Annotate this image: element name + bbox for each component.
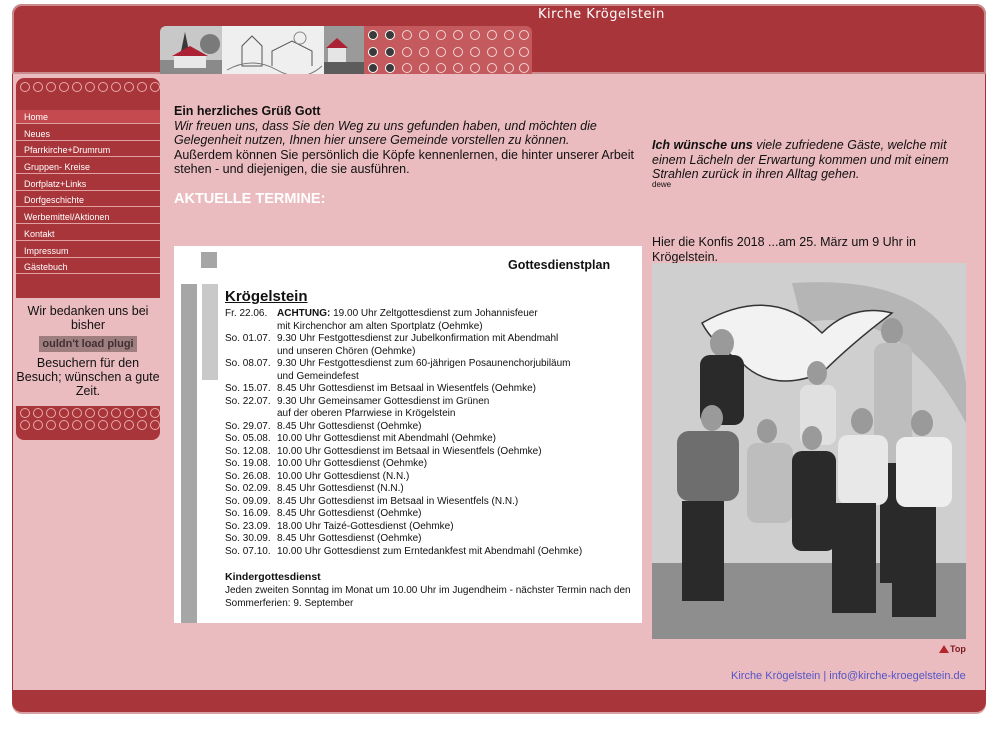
- plan-entry: [225, 321, 635, 334]
- plan-entry-date: So. 15.07.: [225, 383, 271, 394]
- plan-entry-text: und Gemeindefest: [277, 370, 359, 382]
- konfis-group-photo: [652, 263, 966, 639]
- footer-site-link[interactable]: Kirche Krögelstein: [731, 670, 821, 682]
- plan-entry-highlight: ACHTUNG:: [277, 308, 331, 319]
- plan-entry-text: 8.45 Uhr Gottesdienst (Oehmke): [277, 533, 422, 544]
- menu-item-impressum[interactable]: Impressum: [16, 244, 160, 258]
- plan-entry-date: So. 12.08.: [225, 445, 271, 457]
- plan-entry-text: 8.45 Uhr Gottesdienst (Oehmke): [277, 508, 422, 519]
- plan-entry: [225, 308, 635, 321]
- plan-entry: [225, 496, 635, 509]
- plan-entry-date: So. 16.09.: [225, 508, 271, 519]
- plan-entry-date: So. 19.08.: [225, 458, 271, 469]
- plan-entry-text: 19.00 Uhr Zeltgottesdienst zum Johannisfeuer: [330, 308, 538, 319]
- plan-bar-decoration: [181, 284, 197, 623]
- termine-heading: AKTUELLE TERMINE:: [174, 191, 326, 207]
- footer-bar: [12, 690, 986, 712]
- church-sketch: [222, 26, 324, 74]
- menu-item-dorfplatz[interactable]: Dorfplatz+Links: [16, 177, 160, 191]
- menu-item-home[interactable]: Home: [16, 110, 160, 124]
- plan-entry-text: 8.45 Uhr Gottesdienst (N.N.): [277, 483, 404, 494]
- plan-entry: [225, 383, 635, 396]
- plan-entry-date: So. 26.08.: [225, 470, 271, 482]
- plan-entry-date: So. 30.09.: [225, 533, 271, 544]
- plan-entry-text: 10.00 Uhr Gottesdienst (N.N.): [277, 470, 410, 482]
- footer-separator: |: [820, 670, 830, 682]
- greeting-block: [174, 104, 640, 177]
- plan-entry: [225, 421, 635, 434]
- sidebar: [16, 78, 160, 440]
- plan-entry-date: So. 23.09.: [225, 520, 271, 532]
- plan-entry-text: 18.00 Uhr Taizé-Gottesdienst (Oehmke): [277, 520, 454, 532]
- plan-entry: [225, 333, 635, 346]
- plugin-placeholder[interactable]: ouldn't load plugi: [39, 336, 136, 352]
- plan-entry-date: So. 22.07.: [225, 395, 271, 407]
- visitor-counter-box: [16, 298, 160, 406]
- plan-entry: [225, 346, 635, 359]
- plan-entry-date: So. 05.08.: [225, 433, 271, 444]
- page-frame: [12, 4, 986, 712]
- plan-entry: [225, 358, 635, 371]
- plan-entry-date: So. 08.07.: [225, 358, 271, 369]
- header: [12, 4, 986, 74]
- konfis-caption: Hier die Konfis 2018 ...am 25. März um 9 Uhr in Krögelstein.: [652, 235, 917, 264]
- plan-entry: [225, 483, 635, 496]
- plan-entry-date: So. 29.07.: [225, 420, 271, 432]
- plan-entry: [225, 471, 635, 484]
- plan-entry: [225, 446, 635, 459]
- plan-entry-date: Fr. 22.06.: [225, 308, 268, 319]
- church-photo: [160, 26, 222, 74]
- wish-bold: Ich wünsche uns: [652, 138, 753, 152]
- footer-email-link[interactable]: info@kirche-kroegelstein.de: [829, 670, 966, 682]
- greeting-intro: Wir freuen uns, dass Sie den Weg zu uns gefunden haben, und möchten die Gelegenheit nutzen, Ihnen hier unsere Gemeinde vorstellen zu können.: [174, 118, 597, 147]
- menu-item-gaestebuch[interactable]: Gästebuch: [16, 260, 160, 274]
- plan-entry-text: 9.30 Uhr Festgottesdienst zum 60-jährigen Posaunenchorjubiläum: [277, 358, 571, 369]
- sidebar-dots-top: [20, 82, 160, 92]
- service-plan-image: [174, 246, 642, 623]
- kigo-title: Kindergottesdienst: [225, 571, 321, 583]
- plan-entry: [225, 396, 635, 409]
- plan-entry: [225, 458, 635, 471]
- plan-entry: [225, 533, 635, 546]
- content-area: [12, 74, 986, 690]
- plan-entry-text: 10.00 Uhr Gottesdienst im Betsaal in Wiesentfels (Oehmke): [277, 445, 542, 457]
- site-title: Kirche Krögelstein: [538, 7, 665, 22]
- plan-entry: [225, 408, 635, 421]
- plan-entry-date: So. 01.07.: [225, 333, 271, 344]
- up-arrow-icon: [939, 645, 949, 653]
- menu-item-pfarrkirche[interactable]: Pfarrkirche+Drumrum: [16, 143, 160, 157]
- plan-entry-text: 9.30 Uhr Gemeinsamer Gottesdienst im Grünen: [277, 395, 490, 407]
- menu-item-dorfgeschichte[interactable]: Dorfgeschichte: [16, 193, 160, 207]
- plan-entry: [225, 433, 635, 446]
- plan-entry-text: 8.45 Uhr Gottesdienst im Betsaal in Wiesentfels (N.N.): [277, 495, 519, 507]
- plan-entry-text: 9.30 Uhr Festgottesdienst zur Jubelkonfirmation mit Abendmahl: [277, 333, 559, 344]
- welcome-wish: [652, 138, 972, 182]
- plan-entry-text: 8.45 Uhr Gottesdienst im Betsaal in Wiesentfels (Oehmke): [277, 383, 536, 394]
- plan-entry-text: auf der oberen Pfarrwiese in Krögelstein: [277, 408, 456, 419]
- wish-text: viele zufriedene Gäste, welche mit einem Lächeln der Erwartung kommen und mit einem Strahlen zurück in ihren Alltag gehen.: [652, 138, 949, 181]
- kigo-text: Jeden zweiten Sonntag im Monat um 10.00 Uhr im Jugendheim - nächster Termin nach den Sommerferien: 9. September: [225, 585, 631, 609]
- plan-location: Krögelstein: [225, 288, 308, 305]
- plan-square-decoration: [201, 252, 217, 268]
- banner-circle-pattern: [364, 26, 532, 74]
- plan-entry: [225, 508, 635, 521]
- sidebar-dots-bottom-1: [20, 408, 160, 418]
- back-to-top-link[interactable]: [939, 644, 966, 654]
- plan-entry-text: 10.00 Uhr Gottesdienst zum Erntedankfest mit Abendmahl (Oehmke): [277, 545, 583, 557]
- greeting-text: Außerdem können Sie persönlich die Köpfe kennenlernen, die hinter unserer Arbeit stehen - und diejenigen, die sie ausführen.: [174, 147, 635, 176]
- plan-entry: [225, 371, 635, 384]
- menu-item-neues[interactable]: Neues: [16, 127, 160, 141]
- thanks-text-1: Wir bedanken uns bei bisher: [27, 304, 149, 332]
- plan-entry: [225, 521, 635, 534]
- thanks-text-2: Besuchern für den Besuch; wünschen a gute Zeit.: [16, 356, 160, 398]
- plan-bar-decoration-light: [202, 284, 218, 380]
- plan-entry-text: und unseren Chören (Oehmke): [277, 345, 416, 357]
- menu-item-werbemittel[interactable]: Werbemittel/Aktionen: [16, 210, 160, 224]
- plan-entry-date: So. 09.09.: [225, 495, 271, 507]
- menu-item-kontakt[interactable]: Kontakt: [16, 227, 160, 241]
- plan-entry-text: 10.00 Uhr Gottesdienst (Oehmke): [277, 458, 428, 469]
- plan-entry-text: mit Kirchenchor am alten Sportplatz (Oehmke): [277, 320, 483, 332]
- signature: dewe: [652, 180, 672, 189]
- plan-entry-date: So. 07.10.: [225, 545, 271, 557]
- plan-entry-text: 10.00 Uhr Gottesdienst mit Abendmahl (Oehmke): [277, 433, 496, 444]
- greeting-title: Ein herzliches Grüß Gott: [174, 104, 321, 118]
- main-menu: [16, 110, 160, 277]
- plan-entry: [225, 546, 635, 559]
- header-banner: [160, 26, 532, 74]
- sidebar-dots-bottom-2: [20, 420, 160, 430]
- plan-entries: [225, 308, 635, 558]
- plan-entry-date: So. 02.09.: [225, 483, 271, 494]
- menu-item-gruppen[interactable]: Gruppen- Kreise: [16, 160, 160, 174]
- footer-links: [731, 670, 966, 682]
- village-photo: [324, 26, 364, 74]
- top-label: Top: [950, 644, 966, 654]
- plan-entry-text: 8.45 Uhr Gottesdienst (Oehmke): [277, 420, 422, 432]
- plan-title: Gottesdienstplan: [508, 258, 611, 272]
